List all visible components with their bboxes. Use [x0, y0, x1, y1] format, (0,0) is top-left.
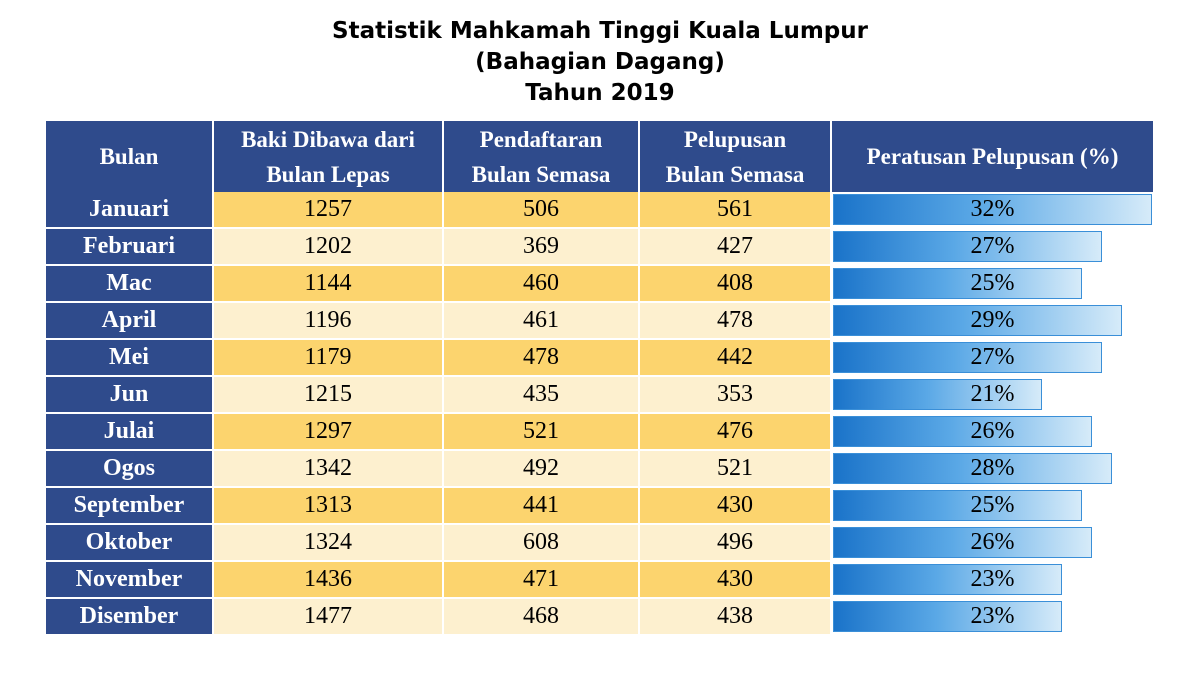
header-bulan: Bulan — [46, 121, 214, 192]
table-row — [46, 451, 1153, 488]
percentage-label: 29% — [970, 307, 1015, 333]
percentage-cell — [832, 525, 1153, 562]
baki-cell: 1297 — [214, 414, 444, 451]
pendaftaran-cell: 435 — [444, 377, 640, 414]
header-pendaftaran: Pendaftaran Bulan Semasa — [444, 121, 640, 192]
header-peratusan: Peratusan Pelupusan (%) — [832, 121, 1153, 192]
month-cell: April — [46, 303, 214, 340]
percentage-label: 23% — [970, 566, 1015, 592]
percentage-cell — [832, 562, 1153, 599]
percentage-cell — [832, 303, 1153, 340]
month-cell: September — [46, 488, 214, 525]
percentage-label: 28% — [970, 455, 1015, 481]
header-baki: Baki Dibawa dari Bulan Lepas — [214, 121, 444, 192]
percentage-label: 23% — [970, 603, 1015, 629]
pendaftaran-cell: 471 — [444, 562, 640, 599]
pendaftaran-cell: 468 — [444, 599, 640, 636]
title-line-2: (Bahagian Dagang) — [475, 49, 725, 75]
month-cell: Mac — [46, 266, 214, 303]
pendaftaran-cell: 478 — [444, 340, 640, 377]
table-row — [46, 229, 1153, 266]
table-row — [46, 303, 1153, 340]
percentage-cell — [832, 488, 1153, 525]
pendaftaran-cell: 460 — [444, 266, 640, 303]
month-cell: Jun — [46, 377, 214, 414]
table-row — [46, 599, 1153, 636]
pendaftaran-cell: 369 — [444, 229, 640, 266]
title-line-1: Statistik Mahkamah Tinggi Kuala Lumpur — [332, 18, 868, 44]
pelupusan-cell: 408 — [640, 266, 832, 303]
table-row — [46, 525, 1153, 562]
table-row — [46, 340, 1153, 377]
header-pelupusan: Pelupusan Bulan Semasa — [640, 121, 832, 192]
pendaftaran-cell: 492 — [444, 451, 640, 488]
month-cell: Januari — [46, 192, 214, 229]
pelupusan-cell: 476 — [640, 414, 832, 451]
pendaftaran-cell: 441 — [444, 488, 640, 525]
table-row — [46, 192, 1153, 229]
percentage-cell — [832, 377, 1153, 414]
percentage-label: 32% — [970, 196, 1015, 222]
percentage-cell — [832, 266, 1153, 303]
pendaftaran-cell: 461 — [444, 303, 640, 340]
percentage-label: 27% — [970, 233, 1015, 259]
percentage-label: 25% — [970, 270, 1015, 296]
baki-cell: 1257 — [214, 192, 444, 229]
pelupusan-cell: 521 — [640, 451, 832, 488]
table-row — [46, 488, 1153, 525]
baki-cell: 1144 — [214, 266, 444, 303]
baki-cell: 1477 — [214, 599, 444, 636]
table-body — [46, 192, 1153, 636]
table-row — [46, 266, 1153, 303]
chart-title — [0, 16, 1200, 109]
pelupusan-cell: 561 — [640, 192, 832, 229]
percentage-cell — [832, 340, 1153, 377]
statistics-table — [46, 121, 1153, 636]
percentage-cell — [832, 599, 1153, 636]
header-row — [46, 121, 1153, 192]
percentage-cell — [832, 451, 1153, 488]
month-cell: Disember — [46, 599, 214, 636]
pelupusan-cell: 438 — [640, 599, 832, 636]
month-cell: Oktober — [46, 525, 214, 562]
baki-cell: 1215 — [214, 377, 444, 414]
baki-cell: 1342 — [214, 451, 444, 488]
table-row — [46, 562, 1153, 599]
baki-cell: 1202 — [214, 229, 444, 266]
pendaftaran-cell: 521 — [444, 414, 640, 451]
pelupusan-cell: 496 — [640, 525, 832, 562]
pendaftaran-cell: 608 — [444, 525, 640, 562]
baki-cell: 1324 — [214, 525, 444, 562]
percentage-label: 25% — [970, 492, 1015, 518]
month-cell: November — [46, 562, 214, 599]
percentage-label: 26% — [970, 529, 1015, 555]
pendaftaran-cell: 506 — [444, 192, 640, 229]
month-cell: Ogos — [46, 451, 214, 488]
pelupusan-cell: 478 — [640, 303, 832, 340]
percentage-label: 27% — [970, 344, 1015, 370]
pelupusan-cell: 430 — [640, 488, 832, 525]
pelupusan-cell: 427 — [640, 229, 832, 266]
baki-cell: 1436 — [214, 562, 444, 599]
baki-cell: 1196 — [214, 303, 444, 340]
title-line-3: Tahun 2019 — [525, 80, 675, 106]
percentage-label: 26% — [970, 418, 1015, 444]
table-row — [46, 414, 1153, 451]
month-cell: Februari — [46, 229, 214, 266]
pelupusan-cell: 430 — [640, 562, 832, 599]
month-cell: Julai — [46, 414, 214, 451]
pelupusan-cell: 353 — [640, 377, 832, 414]
percentage-cell — [832, 192, 1153, 229]
baki-cell: 1313 — [214, 488, 444, 525]
percentage-label: 21% — [970, 381, 1015, 407]
table-row — [46, 377, 1153, 414]
percentage-cell — [832, 229, 1153, 266]
pelupusan-cell: 442 — [640, 340, 832, 377]
month-cell: Mei — [46, 340, 214, 377]
baki-cell: 1179 — [214, 340, 444, 377]
percentage-cell — [832, 414, 1153, 451]
